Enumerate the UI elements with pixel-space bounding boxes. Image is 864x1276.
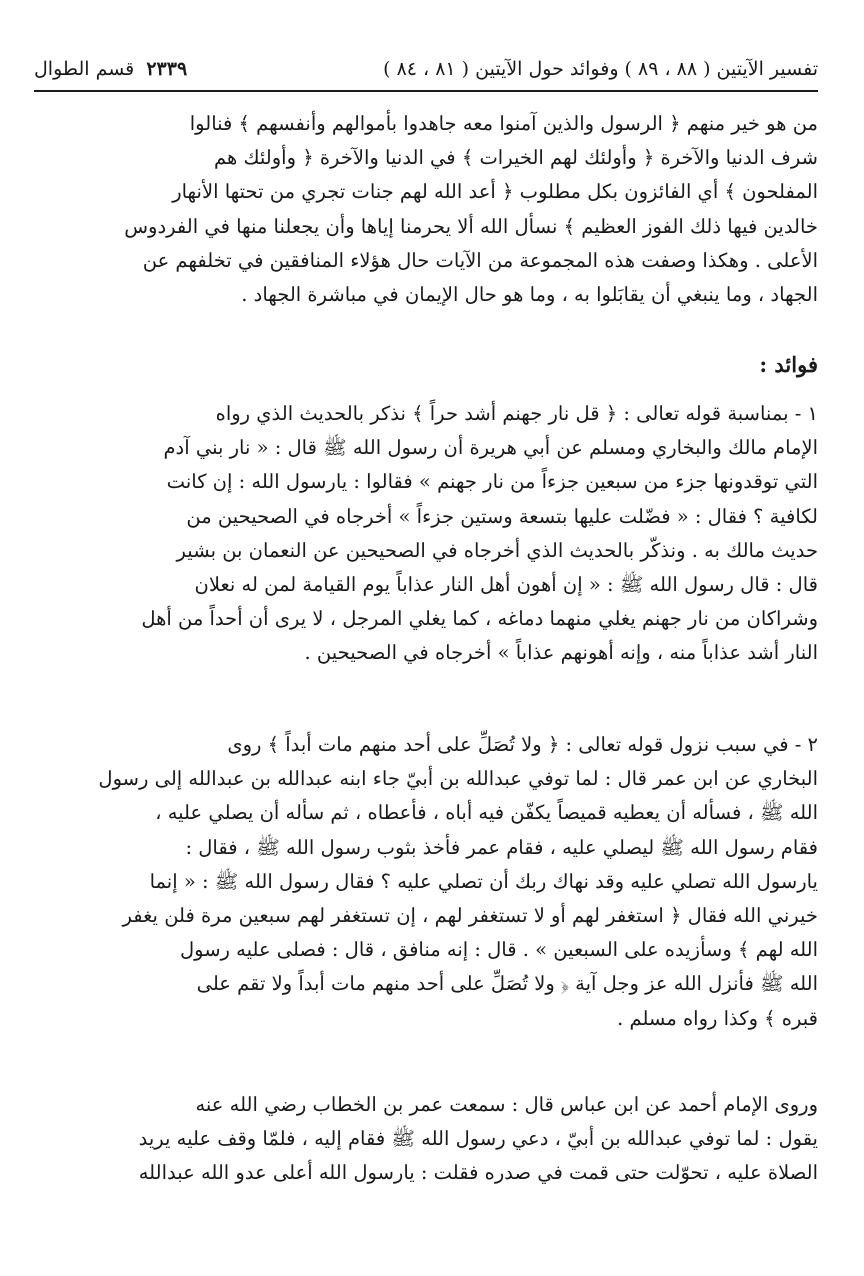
text-line: النار أشد عذاباً منه ، وإنه أهونهم عذاباً » أخرجاه في الصحيحين .	[304, 641, 818, 665]
text-line: البخاري عن ابن عمر قال : لما توفي عبدالله بن أبيّ جاء ابنه عبدالله بن عبدالله إلى رسول	[98, 767, 818, 791]
text-line: يارسول الله تصلي عليه وقد نهاك ربك أن تصلي عليه ؟ فقال رسول الله ﷺ : « إنما	[149, 869, 818, 893]
text-line: الله لهم ﴾ وسأزيده على السبعين » . قال : إنه منافق ، قال : فصلى عليه رسول	[179, 938, 818, 962]
text-line: يقول : لما توفي عبدالله بن أبيّ ، دعي رسول الله ﷺ فقام إليه ، فلمّا وقف عليه يريد	[138, 1127, 818, 1151]
text-line: وروى الإمام أحمد عن ابن عباس قال : سمعت عمر بن الخطاب رضي الله عنه	[195, 1093, 818, 1116]
text-line: خالدين فيها ذلك الفوز العظيم ﴾ نسأل الله ألا يحرمنا إياها وأن يجعلنا منها في الفردوس	[124, 214, 818, 238]
page-header	[34, 52, 818, 92]
text-line: فقام رسول الله ﷺ ليصلي عليه ، فقام عمر فأخذ بثوب رسول الله ﷺ ، فقال :	[185, 835, 818, 859]
page-number: ٢٣٣٩	[146, 58, 188, 80]
running-title: تفسير الآيتين ( ٨٨ ، ٨٩ ) وفوائد حول الآيتين ( ٨١ ، ٨٤ )	[383, 58, 818, 80]
text-line: المفلحون ﴾ أي الفائزون بكل مطلوب ﴿ أعد الله لهم جنات تجري من تحتها الأنهار	[172, 180, 818, 204]
text-line: لكافية ؟ فقال : « فضّلت عليها بتسعة وستين جزءاً » أخرجاه في الصحيحين من	[186, 504, 818, 528]
text-line: التي توقدونها جزء من سبعين جزءاً من نار جهنم » فقالوا : يارسول الله : إن كانت	[166, 470, 818, 494]
text-line: حديث مالك به . ونذكّر بالحديث الذي أخرجاه في الصحيحين عن النعمان بن بشير	[176, 538, 818, 562]
section-heading: فوائد :	[759, 352, 818, 377]
text-line: الله ﷺ ، فسأله أن يعطيه قميصاً يكفّن فيه أباه ، فأعطاه ، ثم سأله أن يصلي عليه ،	[155, 801, 818, 825]
text-line: وشراكان من نار جهنم يغلي منهما دماغه ، كما يغلي المرجل ، لا يرى أن أحداً من أهل	[141, 607, 818, 631]
text-line: الله ﷺ فأنزل الله عز وجل آية ﴿ ولا تُصَلِّ على أحد منهم مات أبداً ولا تقم على	[196, 972, 818, 996]
text-line: الجهاد ، وما ينبغي أن يقابَلوا به ، وما هو حال الإيمان في مباشرة الجهاد .	[241, 282, 818, 306]
section-name: قسم الطوال	[34, 58, 135, 80]
text-line: الأعلى . وهكذا وصفت هذه المجموعة من الآيات حال هؤلاء المنافقين في تخلفهم عن	[142, 248, 818, 272]
text-line: خيرني الله فقال ﴿ استغفر لهم أو لا تستغفر لهم ، إن تستغفر لهم سبعين مرة فلن يغفر	[122, 903, 818, 927]
text-line: ٢ - في سبب نزول قوله تعالى : ﴿ ولا تُصَلِّ على أحد منهم مات أبداً ﴾ روى	[227, 733, 818, 756]
point-2-paragraph	[34, 728, 818, 1036]
text-line: الإمام مالك والبخاري ومسلم عن أبي هريرة أن رسول الله ﷺ قال : « نار بني آدم	[163, 436, 818, 460]
text-line: شرف الدنيا والآخرة ﴿ وأولئك لهم الخيرات ﴾ في الدنيا والآخرة ﴿ وأولئك هم	[214, 146, 818, 170]
intro-paragraph	[34, 107, 818, 312]
text-line: ١ - بمناسبة قوله تعالى : ﴿ قل نار جهنم أشد حراً ﴾ نذكر بالحديث الذي رواه	[215, 402, 818, 425]
text-line: قبره ﴾ وكذا رواه مسلم .	[617, 1006, 818, 1030]
section-label	[34, 58, 187, 80]
text-line: من هو خير منهم ﴿ الرسول والذين آمنوا معه جاهدوا بأموالهم وأنفسهم ﴾ فنالوا	[189, 112, 818, 135]
point-1-paragraph	[34, 397, 818, 671]
text-line: الصلاة عليه ، تحوّلت حتى قمت في صدره فقلت : يارسول الله أعلى عدو الله عبدالله	[138, 1161, 818, 1185]
text-line: قال : قال رسول الله ﷺ : « إن أهون أهل النار عذاباً يوم القيامة لمن له نعلان	[194, 572, 818, 596]
point-3-paragraph	[34, 1088, 818, 1191]
